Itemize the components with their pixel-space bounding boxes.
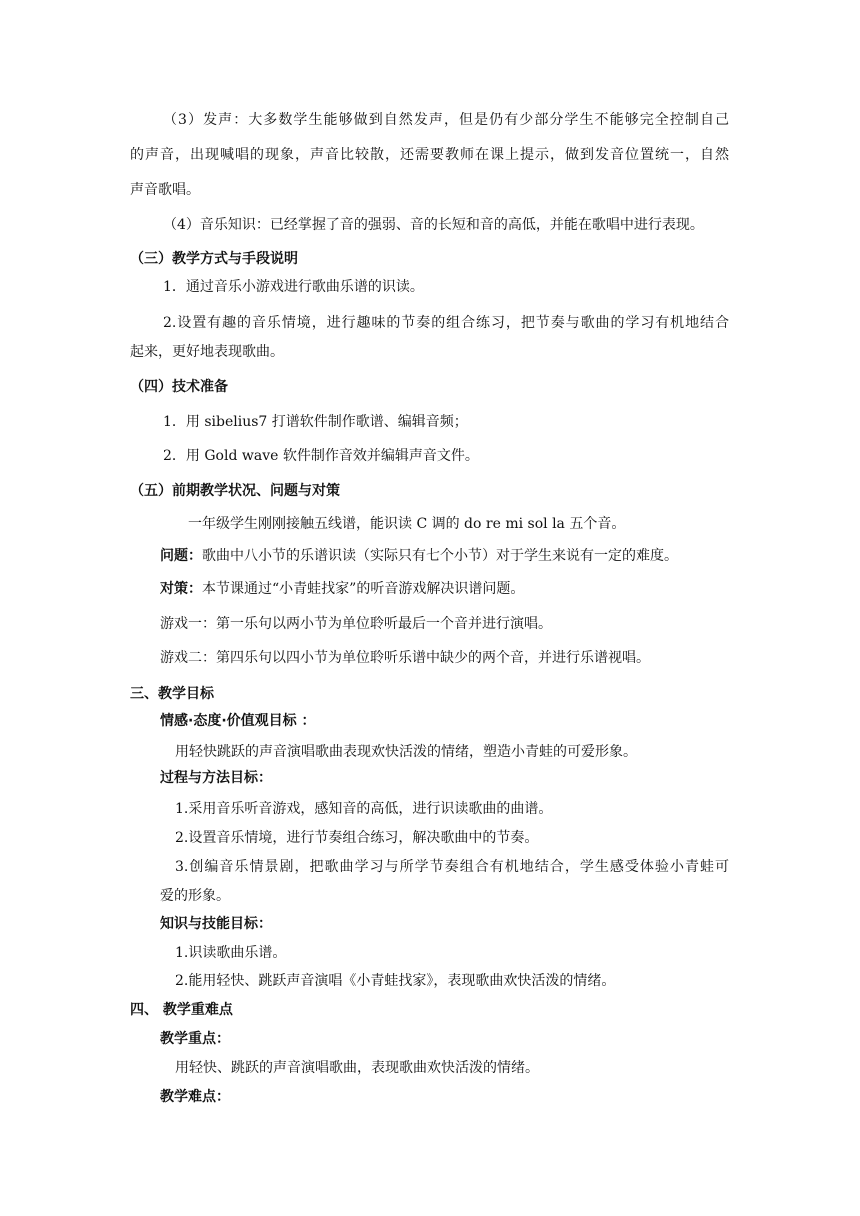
problem-label: 问题： bbox=[160, 548, 202, 564]
paragraph-line: 游戏一：第一乐句以两小节为单位聆听最后一个音并进行演唱。 bbox=[160, 616, 552, 632]
section-heading: （四）技术准备 bbox=[130, 379, 228, 395]
section-heading: （三）教学方式与手段说明 bbox=[130, 251, 298, 267]
paragraph-line: （4）音乐知识：已经掌握了音的强弱、音的长短和音的高低，并能在歌唱中进行表现。 bbox=[163, 217, 704, 233]
problem-line bbox=[160, 546, 678, 566]
list-item: 2．用 Gold wave 软件制作音效并编辑声音文件。 bbox=[163, 448, 479, 464]
section-heading: 三、教学目标 bbox=[130, 686, 214, 702]
solution-line bbox=[160, 579, 524, 599]
paragraph-line: 用轻快跳跃的声音演唱歌曲表现欢快活泼的情绪，塑造小青蛙的可爱形象。 bbox=[175, 744, 637, 760]
paragraph-line: 声音歌唱。 bbox=[130, 182, 200, 198]
subheading: 教学重点： bbox=[160, 1031, 230, 1047]
section-heading: 四、 教学重难点 bbox=[130, 1002, 233, 1018]
list-item-continuation: 起来，更好地表现歌曲。 bbox=[130, 344, 284, 360]
list-item: 2.能用轻快、跳跃声音演唱《小青蛙找家》，表现歌曲欢快活泼的情绪。 bbox=[175, 973, 616, 989]
list-item: 3.创编音乐情景剧，把歌曲学习与所学节奏组合有机地结合，学生感受体验小青蛙可 bbox=[175, 859, 729, 875]
solution-text: 本节课通过“小青蛙找家”的听音游戏解决识谱问题。 bbox=[202, 581, 525, 597]
solution-label: 对策： bbox=[160, 581, 202, 597]
list-item-continuation: 爱的形象。 bbox=[160, 888, 230, 904]
paragraph-line: （3）发声：大多数学生能够做到自然发声，但是仍有少部分学生不能够完全控制自己 bbox=[163, 112, 729, 128]
paragraph-line: 用轻快、跳跃的声音演唱歌曲，表现歌曲欢快活泼的情绪。 bbox=[175, 1060, 539, 1076]
subheading: 过程与方法目标： bbox=[160, 770, 272, 786]
problem-text: 歌曲中八小节的乐谱识读（实际只有七个小节）对于学生来说有一定的难度。 bbox=[202, 548, 678, 564]
list-item: 2.设置音乐情境，进行节奏组合练习，解决歌曲中的节奏。 bbox=[175, 830, 539, 846]
list-item: 1.采用音乐听音游戏，感知音的高低，进行识读歌曲的曲谱。 bbox=[175, 801, 553, 817]
subheading: 知识与技能目标： bbox=[160, 916, 272, 932]
section-heading: （五）前期教学状况、问题与对策 bbox=[130, 483, 340, 499]
list-item: 1．通过音乐小游戏进行歌曲乐谱的识读。 bbox=[163, 279, 424, 295]
paragraph-line: 一年级学生刚刚接触五线谱，能识读 C 调的 do re mi sol la 五个音。 bbox=[188, 516, 626, 532]
list-item: 1.识读歌曲乐谱。 bbox=[175, 945, 287, 961]
list-item: 2.设置有趣的音乐情境，进行趣味的节奏的组合练习，把节奏与歌曲的学习有机地结合 bbox=[163, 315, 729, 331]
paragraph-line: 游戏二：第四乐句以四小节为单位聆听乐谱中缺少的两个音，并进行乐谱视唱。 bbox=[160, 650, 650, 666]
paragraph-line: 的声音，出现喊唱的现象，声音比较散，还需要教师在课上提示，做到发音位置统一，自然 bbox=[130, 147, 729, 163]
list-item: 1．用 sibelius7 打谱软件制作歌谱、编辑音频； bbox=[163, 414, 468, 430]
subheading: 教学难点： bbox=[160, 1089, 230, 1105]
subheading: 情感·态度·价值观目标 ： bbox=[160, 713, 316, 729]
